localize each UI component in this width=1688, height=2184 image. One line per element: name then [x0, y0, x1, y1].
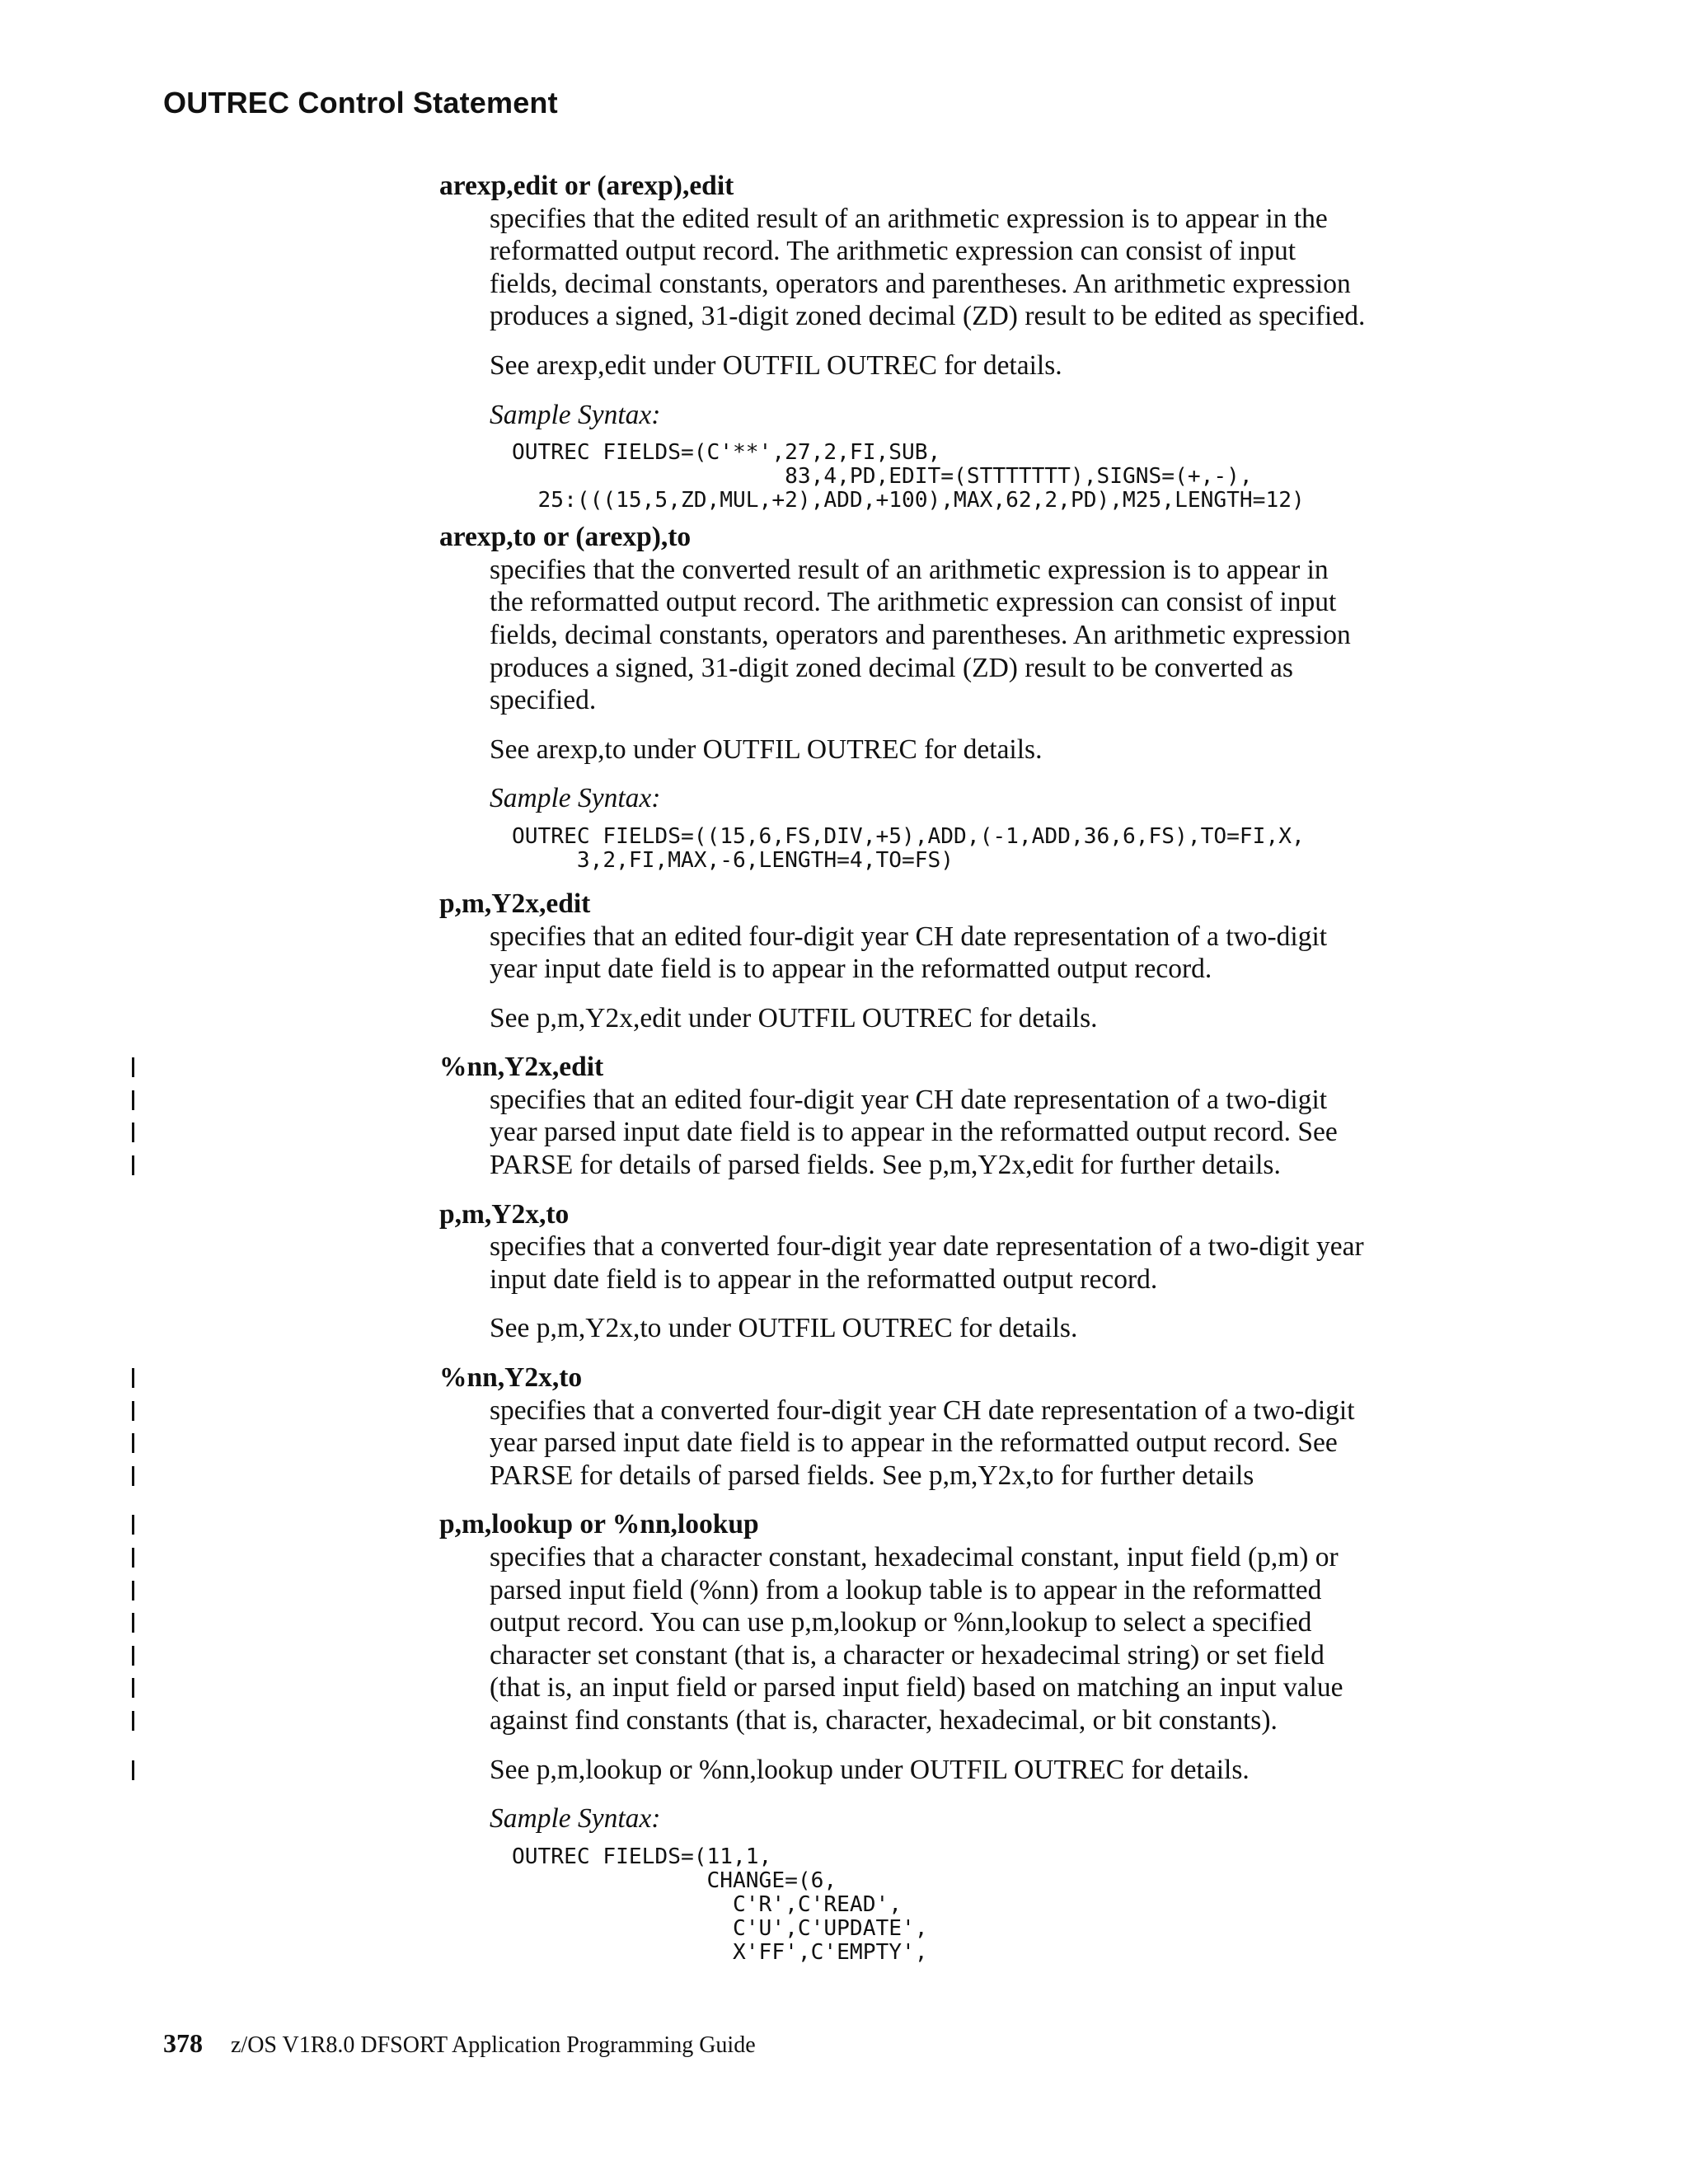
term-description	[490, 921, 1536, 986]
code-line: X'FF',C'EMPTY',	[512, 1939, 928, 1965]
text-line: against find constants (that is, character, hexadecimal, or bit constants).	[490, 1704, 1536, 1737]
see-also-text: See arexp,to under OUTFIL OUTREC for details.	[490, 733, 1043, 765]
see-also-text: See arexp,edit under OUTFIL OUTREC for details.	[490, 349, 1062, 381]
page-number: 378	[163, 2028, 203, 2058]
code-sample	[512, 441, 1536, 513]
definition-entry	[439, 1361, 1536, 1492]
term-description	[490, 554, 1536, 717]
page-header-title: OUTREC Control Statement	[163, 86, 558, 120]
code-line: C'R',C'READ',	[512, 1891, 902, 1917]
code-line: OUTREC FIELDS=(C'**',27,2,FI,SUB,	[512, 440, 941, 466]
text-line: year input date field is to appear in the reformatted output record.	[490, 954, 1212, 985]
sample-syntax-label: Sample Syntax:	[490, 1803, 661, 1835]
text-line: specifies that a character constant, hexadecimal constant, input field (p,m) or	[490, 1541, 1536, 1574]
sample-syntax-label: Sample Syntax:	[490, 399, 661, 430]
code-line: OUTREC FIELDS=((15,6,FS,DIV,+5),ADD,(-1,ADD,36,6,FS),TO=FI,X,	[512, 823, 1305, 849]
definition-entry	[439, 888, 1536, 1034]
sample-syntax-label: Sample Syntax:	[490, 783, 661, 814]
term-heading: arexp,to or (arexp),to	[439, 522, 692, 553]
text-line: output record. You can use p,m,lookup or %nn,lookup to select a specified	[490, 1606, 1536, 1639]
text-line: PARSE for details of parsed fields. See p,m,Y2x,to for further details	[490, 1460, 1536, 1493]
term-description	[490, 1394, 1536, 1493]
text-line: produces a signed, 31-digit zoned decimal (ZD) result to be edited as specified.	[490, 301, 1366, 332]
text-line: (that is, an input field or parsed input field) based on matching an input value	[490, 1671, 1536, 1704]
definition-entry	[439, 521, 1536, 873]
term-heading: p,m,Y2x,to	[439, 1198, 570, 1230]
text-line: specifies that a converted four-digit year CH date representation of a two-digit	[490, 1394, 1536, 1427]
text-line: input date field is to appear in the reformatted output record.	[490, 1263, 1158, 1295]
text-line: PARSE for details of parsed fields. See p,m,Y2x,edit for further details.	[490, 1149, 1536, 1182]
term-description	[490, 1230, 1536, 1296]
definition-entry	[439, 1051, 1536, 1181]
page-footer	[163, 2028, 756, 2059]
definition-entry	[439, 1198, 1536, 1345]
text-line: fields, decimal constants, operators and parentheses. An arithmetic expression	[490, 619, 1351, 650]
text-line: year parsed input date field is to appear in the reformatted output record. See	[490, 1116, 1536, 1149]
code-line: C'U',C'UPDATE',	[512, 1915, 928, 1941]
code-line: CHANGE=(6,	[512, 1868, 837, 1893]
text-line: year parsed input date field is to appear in the reformatted output record. See	[490, 1427, 1536, 1460]
term-heading: p,m,Y2x,edit	[439, 888, 591, 919]
code-line: 25:(((15,5,ZD,MUL,+2),ADD,+100),MAX,62,2,PD),M25,LENGTH=12)	[512, 488, 1305, 513]
term-description	[490, 203, 1536, 333]
definition-entry	[439, 170, 1536, 513]
text-line: specifies that an edited four-digit year CH date representation of a two-digit	[490, 921, 1328, 952]
see-also-line: See p,m,lookup or %nn,lookup under OUTFIL OUTREC for details.	[490, 1754, 1536, 1787]
text-line: parsed input field (%nn) from a lookup table is to appear in the reformatted	[490, 1574, 1536, 1607]
term-heading: %nn,Y2x,to	[439, 1361, 1536, 1394]
term-description	[490, 1541, 1536, 1737]
see-also-text	[490, 1754, 1536, 1787]
text-line: character set constant (that is, a character or hexadecimal string) or set field	[490, 1639, 1536, 1672]
code-line: OUTREC FIELDS=(11,1,	[512, 1844, 772, 1869]
text-line: specifies that an edited four-digit year CH date representation of a two-digit	[490, 1084, 1536, 1117]
term-heading: p,m,lookup or %nn,lookup	[439, 1508, 1536, 1541]
term-heading: arexp,edit or (arexp),edit	[439, 171, 734, 201]
text-line: produces a signed, 31-digit zoned decimal (ZD) result to be converted as	[490, 652, 1293, 683]
code-sample	[512, 1845, 1536, 1965]
text-line: specifies that the converted result of an arithmetic expression is to appear in	[490, 554, 1329, 585]
see-also-text: See p,m,Y2x,to under OUTFIL OUTREC for details.	[490, 1313, 1078, 1344]
term-description	[490, 1084, 1536, 1182]
text-line: reformatted output record. The arithmetic expression can consist of input	[490, 236, 1296, 267]
text-line: the reformatted output record. The arithmetic expression can consist of input	[490, 587, 1337, 618]
see-also-text: See p,m,Y2x,edit under OUTFIL OUTREC for details.	[490, 1002, 1098, 1033]
code-line: 83,4,PD,EDIT=(STTTTTTT),SIGNS=(+,-),	[512, 464, 1253, 490]
text-line: specifies that the edited result of an arithmetic expression is to appear in the	[490, 203, 1328, 234]
text-line: fields, decimal constants, operators and parentheses. An arithmetic expression	[490, 268, 1351, 299]
definition-entry	[439, 1508, 1536, 1964]
code-line: 3,2,FI,MAX,-6,LENGTH=4,TO=FS)	[512, 847, 954, 873]
term-heading: %nn,Y2x,edit	[439, 1051, 1536, 1084]
text-line: specified.	[490, 685, 597, 716]
document-body	[439, 170, 1536, 1965]
text-line: specifies that a converted four-digit year date representation of a two-digit year	[490, 1231, 1364, 1263]
book-title: z/OS V1R8.0 DFSORT Application Programming Guide	[231, 2032, 756, 2058]
code-sample	[512, 825, 1536, 873]
